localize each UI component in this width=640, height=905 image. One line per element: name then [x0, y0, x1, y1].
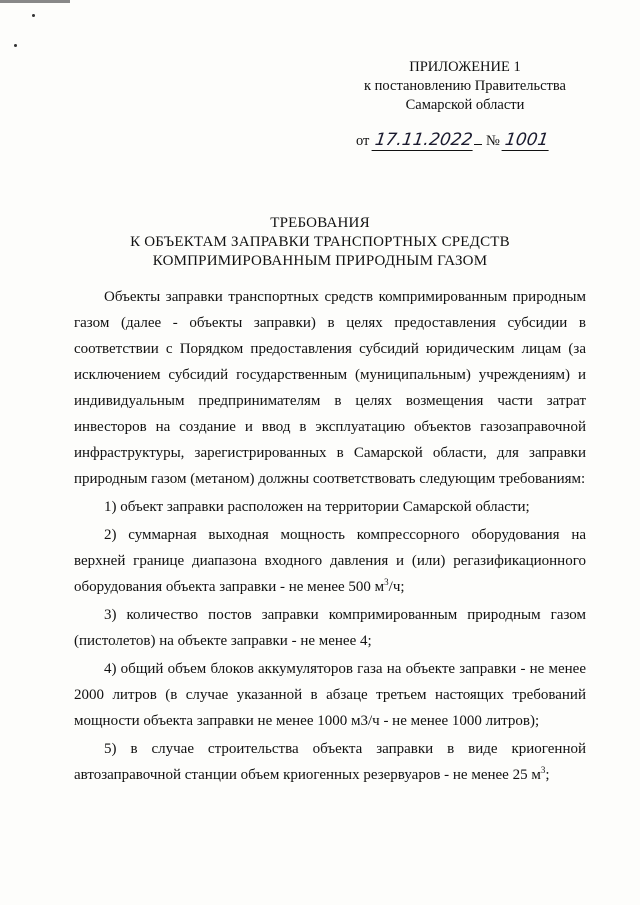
- requirement-text: 2) суммарная выходная мощность компрессорного оборудования на верхней границе диапазона входного давления и (или) регазификационного оборудования объекта заправки - не менее 500 м: [74, 527, 586, 595]
- decree-from-label: от: [356, 133, 370, 149]
- requirement-tail: ;: [545, 767, 550, 783]
- decree-date: 17.11.2022: [372, 130, 476, 151]
- requirement-item-5: [74, 736, 586, 788]
- title-line: ТРЕБОВАНИЯ: [270, 215, 370, 231]
- intro-paragraph: Объекты заправки транспортных средств компримированным природным газом (далее - объекты заправки) в целях предоставления субсидии в соответствии с Порядком предоставления субсидий юридическим лицам (за исключением субсидий государственным (муниципальным) учреждениям) и индивидуальным предпринимателям в целях возмещения части затрат инвесторов на создание и ввод в эксплуатацию объектов газозаправочной инфраструктуры, зарегистрированных в Самарской области, для заправки природным газом (метаном) должны соответствовать следующим требованиям:: [74, 289, 586, 487]
- superscript: 3: [540, 765, 546, 775]
- superscript: 3: [384, 577, 389, 587]
- appendix-line: к постановлению Правительства: [364, 78, 566, 94]
- document-body: [74, 284, 586, 788]
- scan-edge-mark: [0, 0, 70, 3]
- underline-gap: [474, 144, 482, 145]
- decree-number: 1001: [502, 130, 552, 151]
- scan-speck: [32, 14, 35, 17]
- requirement-item-2: [74, 522, 586, 600]
- requirement-item-1: 1) объект заправки расположен на территории Самарской области;: [104, 499, 530, 515]
- appendix-line: Самарской области: [405, 97, 525, 113]
- requirement-tail: /ч;: [388, 579, 405, 595]
- scan-speck: [14, 44, 17, 47]
- requirement-item-4: 4) общий объем блоков аккумуляторов газа на объекте заправки - не менее 2000 литров (в случае указанной в абзаце третьем настоящих требований мощности объекта заправки не менее 1000 м3/ч - не менее 1000 литров);: [74, 661, 586, 729]
- title-line: КОМПРИМИРОВАННЫМ ПРИРОДНЫМ ГАЗОМ: [152, 253, 488, 269]
- requirement-text: 5) в случае строительства объекта заправки в виде криогенной автозаправочной станции объем криогенных резервуаров - не менее 25 м: [74, 741, 586, 783]
- decree-number-label: №: [486, 133, 500, 149]
- decree-reference: [356, 130, 551, 151]
- appendix-header: [364, 58, 566, 115]
- title-line: К ОБЪЕКТАМ ЗАПРАВКИ ТРАНСПОРТНЫХ СРЕДСТВ: [130, 234, 510, 250]
- requirement-item-3: 3) количество постов заправки компримированным природным газом (пистолетов) на объекте заправки - не менее 4;: [74, 607, 586, 649]
- document-title: [60, 214, 580, 271]
- appendix-title: ПРИЛОЖЕНИЕ 1: [409, 59, 521, 75]
